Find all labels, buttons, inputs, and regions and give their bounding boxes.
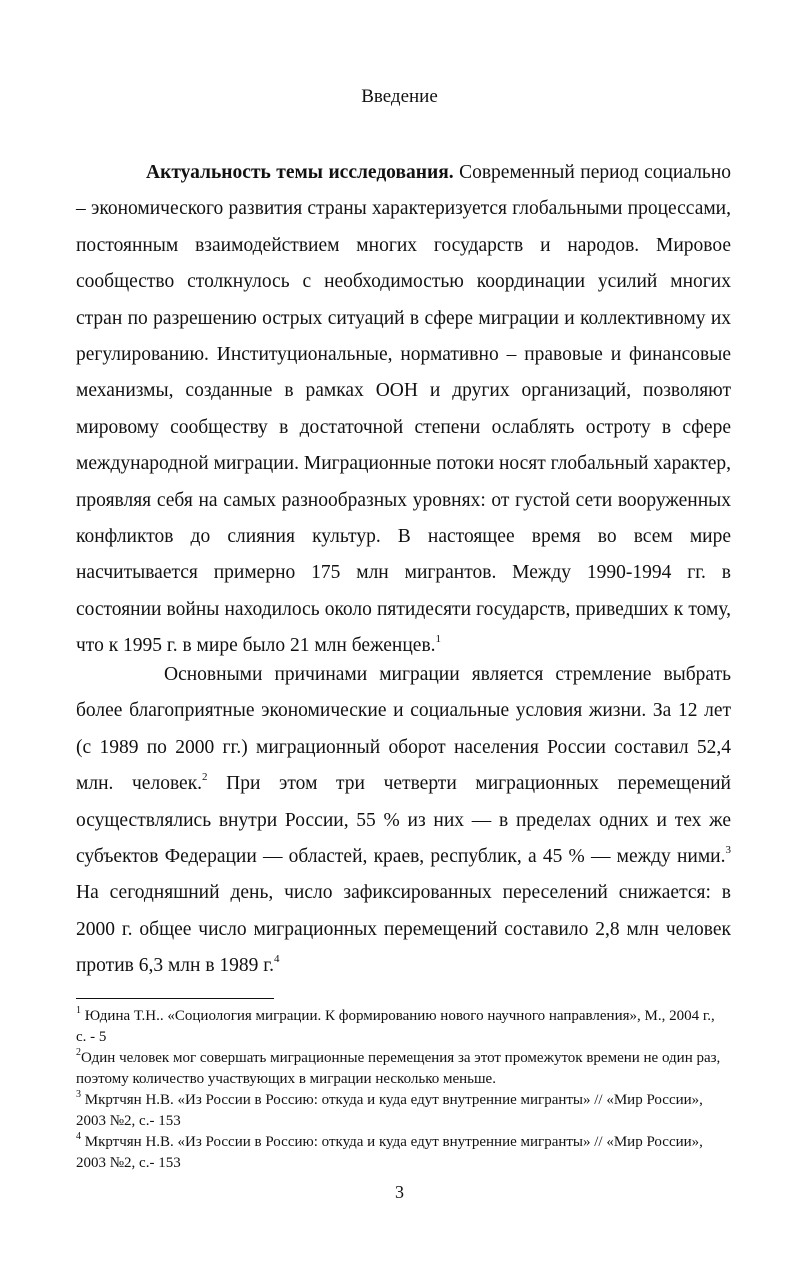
footnote-item bbox=[76, 1132, 726, 1174]
footnote-item bbox=[76, 1048, 726, 1090]
footnote-number: 1 bbox=[76, 1005, 81, 1016]
page-title: Введение bbox=[361, 86, 438, 107]
footnote-ref-1: 1 bbox=[435, 632, 442, 645]
footnote-ref-2: 2 bbox=[202, 770, 208, 783]
paragraph-text: Современный период социально – экономического развития страны характеризуется глобальными процессами, постоянным взаимодействием многих государств и народов. Мировое сообщество столкнулось с необходимостью координации усилий многих стран по разрешению острых ситуаций в сфере миграции и коллективному их регулированию. Институциональные, нормативно – правовые и финансовые механизмы, созданные в рамках ООН и других организаций, позволяют мировому сообществу в достаточной степени ослаблять остроту в сфере международной миграции. Миграционные потоки носят глобальный характер, проявляя себя на самых разнообразных уровнях: от густой сети вооруженных конфликтов до слияния культур. В настоящее время во всем мире насчитывается примерно 175 млн мигрантов. Между 1990-1994 гг. в состоянии войны находилось около пятидесяти государств, приведших к тому, что к 1995 г. в мире было 21 млн беженцев. bbox=[76, 162, 732, 657]
footnote-number: 2 bbox=[76, 1047, 81, 1058]
paragraph-causes bbox=[76, 657, 731, 985]
page-number: 3 bbox=[395, 1182, 404, 1202]
paragraph-text-part2: При этом три четверти миграционных перемещений осуществлялись внутри России, 55 % из них — в пределах одних и тех же субъектов Федерации — областей, краев, республик, а 45 % — между ними. bbox=[76, 773, 731, 868]
footnote-item bbox=[76, 1006, 726, 1048]
paragraph-relevance bbox=[76, 155, 731, 665]
footnote-ref-3: 3 bbox=[725, 843, 731, 856]
paragraph-lead: Актуальность темы исследования. bbox=[146, 162, 454, 183]
footnote-number: 3 bbox=[76, 1089, 81, 1100]
footnote-item bbox=[76, 1090, 726, 1132]
footnote-number: 4 bbox=[76, 1131, 81, 1142]
footnote-ref-4: 4 bbox=[273, 952, 280, 965]
footnote-text: Юдина Т.Н.. «Социология миграции. К формированию нового научного направления», М., 2004 г., с. - 5 bbox=[76, 1008, 715, 1045]
paragraph-text-part1: Основными причинами миграции является стремление выбрать более благоприятные экономические и социальные условия жизни. За 12 лет (с 1989 по 2000 гг.) миграционный оборот населения России составил 52,4 млн. человек. bbox=[76, 664, 731, 795]
footnote-divider bbox=[76, 998, 274, 999]
footnote-text: Мкртчян Н.В. «Из России в Россию: откуда и куда едут внутренние мигранты» // «Мир России», 2003 №2, с.- 153 bbox=[76, 1134, 703, 1171]
paragraph-text-part3: На сегодняшний день, число зафиксированных переселений снижается: в 2000 г. общее число миграционных перемещений составило 2,8 млн человек против 6,3 млн в 1989 г. bbox=[76, 882, 731, 977]
footnotes bbox=[76, 1006, 726, 1174]
footnote-text: Мкртчян Н.В. «Из России в Россию: откуда и куда едут внутренние мигранты» // «Мир России», 2003 №2, с.- 153 bbox=[76, 1092, 703, 1129]
footnote-text: Один человек мог совершать миграционные перемещения за этот промежуток времени не один раз, поэтому количество участвующих в миграции несколько меньше. bbox=[76, 1050, 721, 1087]
